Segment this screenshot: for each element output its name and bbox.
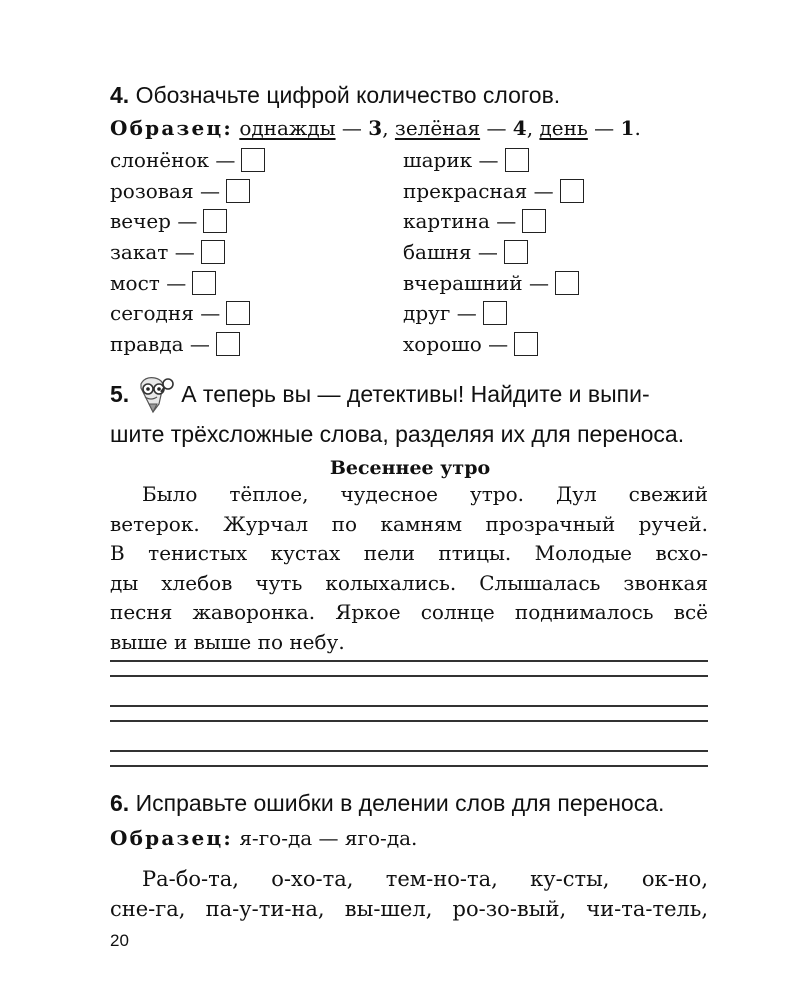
answer-box[interactable] xyxy=(505,148,529,172)
syllable-row xyxy=(110,267,410,298)
word: шарик xyxy=(403,148,473,173)
word-line: Ра-бо-та, о-хо-та, тем-но-та, ку-сты, ок-но, xyxy=(142,867,708,891)
syllable-row xyxy=(110,206,410,237)
task-4-number: 4. xyxy=(110,82,130,108)
answer-box[interactable] xyxy=(483,301,507,325)
word-line: сне-га, па-у-ти-на, вы-шел, ро-зо-вый, чи-та-тель, xyxy=(110,897,708,921)
dash: — xyxy=(488,331,509,356)
syllable-row xyxy=(403,329,703,360)
dash: — xyxy=(177,209,198,234)
writing-line xyxy=(110,675,708,677)
sample-word-3: день xyxy=(539,116,588,140)
story-line: В тенистых кустах пели птицы. Молодые всхо- xyxy=(110,541,708,566)
story-line: ды хлебов чуть колыхались. Слышалась звонкая xyxy=(110,570,708,595)
task-6-words xyxy=(110,864,708,924)
answer-box[interactable] xyxy=(504,240,528,264)
sample-label: Образец: xyxy=(110,826,233,850)
dash: — xyxy=(478,148,499,173)
story-line: Было тёплое, чудесное утро. Дул свежий xyxy=(142,482,708,506)
word: прекрасная xyxy=(403,178,528,203)
syllable-row xyxy=(110,329,410,360)
story-line: ветерок. Журчал по камням прозрачный ручей. xyxy=(110,511,708,536)
sample-label: Образец: xyxy=(110,116,233,140)
writing-line xyxy=(110,705,708,707)
word: розовая xyxy=(110,178,194,203)
task-5-title xyxy=(110,374,710,454)
story-line: песня жаворонка. Яркое солнце поднималось всё xyxy=(110,600,708,625)
task-6-number: 6. xyxy=(110,790,130,816)
answer-box[interactable] xyxy=(555,271,579,295)
dash: — xyxy=(166,270,187,295)
answer-box[interactable] xyxy=(241,148,265,172)
writing-line xyxy=(110,765,708,767)
word: сегодня xyxy=(110,301,194,326)
task-4-title xyxy=(110,80,560,110)
writing-line xyxy=(110,750,708,752)
dash: — xyxy=(496,209,517,234)
answer-box[interactable] xyxy=(522,209,546,233)
dash: — xyxy=(477,240,498,265)
task-4-instruction: Обозначьте цифрой количество слогов. xyxy=(135,82,561,108)
dash: — xyxy=(189,331,210,356)
story-line: выше и выше по небу. xyxy=(110,629,345,654)
sample-value-1: 3 xyxy=(368,116,383,140)
dash: — xyxy=(456,301,477,326)
dash: — xyxy=(174,240,195,265)
sample-text: я-го-да — яго-да. xyxy=(239,826,418,850)
syllable-list-left xyxy=(110,145,410,359)
dash: — xyxy=(533,178,554,203)
dash: — xyxy=(200,301,221,326)
syllable-row xyxy=(403,145,703,176)
word: мост xyxy=(110,270,160,295)
dash: — xyxy=(529,270,549,295)
syllable-row xyxy=(403,267,703,298)
writing-area[interactable] xyxy=(110,660,708,770)
task-6-instruction: Исправьте ошибки в делении слов для переноса. xyxy=(135,790,665,816)
answer-box[interactable] xyxy=(226,301,250,325)
answer-box[interactable] xyxy=(560,179,584,203)
sample-word-1: однажды xyxy=(239,116,336,140)
syllable-row xyxy=(403,176,703,207)
word: вчерашний xyxy=(403,270,523,295)
answer-box[interactable] xyxy=(216,332,240,356)
sample-value-2: 4 xyxy=(512,116,527,140)
syllable-list-right xyxy=(403,145,703,359)
story-text xyxy=(110,480,708,658)
sample-word-2: зелёная xyxy=(394,116,481,140)
word: друг xyxy=(403,301,451,326)
syllable-row xyxy=(403,237,703,268)
dash: — xyxy=(215,148,236,173)
detective-pencil-icon xyxy=(133,374,175,414)
sample-dash: — xyxy=(341,116,362,140)
syllable-row xyxy=(110,237,410,268)
answer-box[interactable] xyxy=(192,271,216,295)
word: слонёнок xyxy=(110,148,209,173)
task-5-instruction-2: шите трёхсложные слова, разделяя их для переноса. xyxy=(110,421,685,447)
answer-box[interactable] xyxy=(201,240,225,264)
writing-line xyxy=(110,660,708,662)
syllable-row xyxy=(110,145,410,176)
answer-box[interactable] xyxy=(514,332,538,356)
word: башня xyxy=(403,240,472,265)
answer-box[interactable] xyxy=(226,179,250,203)
writing-line xyxy=(110,720,708,722)
syllable-row xyxy=(110,298,410,329)
syllable-row xyxy=(403,298,703,329)
word: правда xyxy=(110,331,184,356)
page-number: 20 xyxy=(110,931,129,950)
task-5-number: 5. xyxy=(110,381,130,407)
task-6-title xyxy=(110,788,664,818)
syllable-row xyxy=(403,206,703,237)
sample-dash: — xyxy=(594,116,615,140)
answer-box[interactable] xyxy=(203,209,227,233)
sample-value-3: 1 xyxy=(620,116,635,140)
task-4-sample: Образец: однажды — 3, зелёная — 4, день — 1. xyxy=(110,116,641,140)
word: хорошо xyxy=(403,331,482,356)
task-6-sample xyxy=(110,824,417,852)
syllable-row xyxy=(110,176,410,207)
story-title: Весеннее утро xyxy=(329,457,491,479)
sample-dash: — xyxy=(486,116,507,140)
word: вечер xyxy=(110,209,171,234)
word: картина xyxy=(403,209,490,234)
task-5-instruction-1: А теперь вы — детективы! Найдите и выпи- xyxy=(181,381,650,407)
dash: — xyxy=(199,178,220,203)
word: закат xyxy=(110,240,169,265)
